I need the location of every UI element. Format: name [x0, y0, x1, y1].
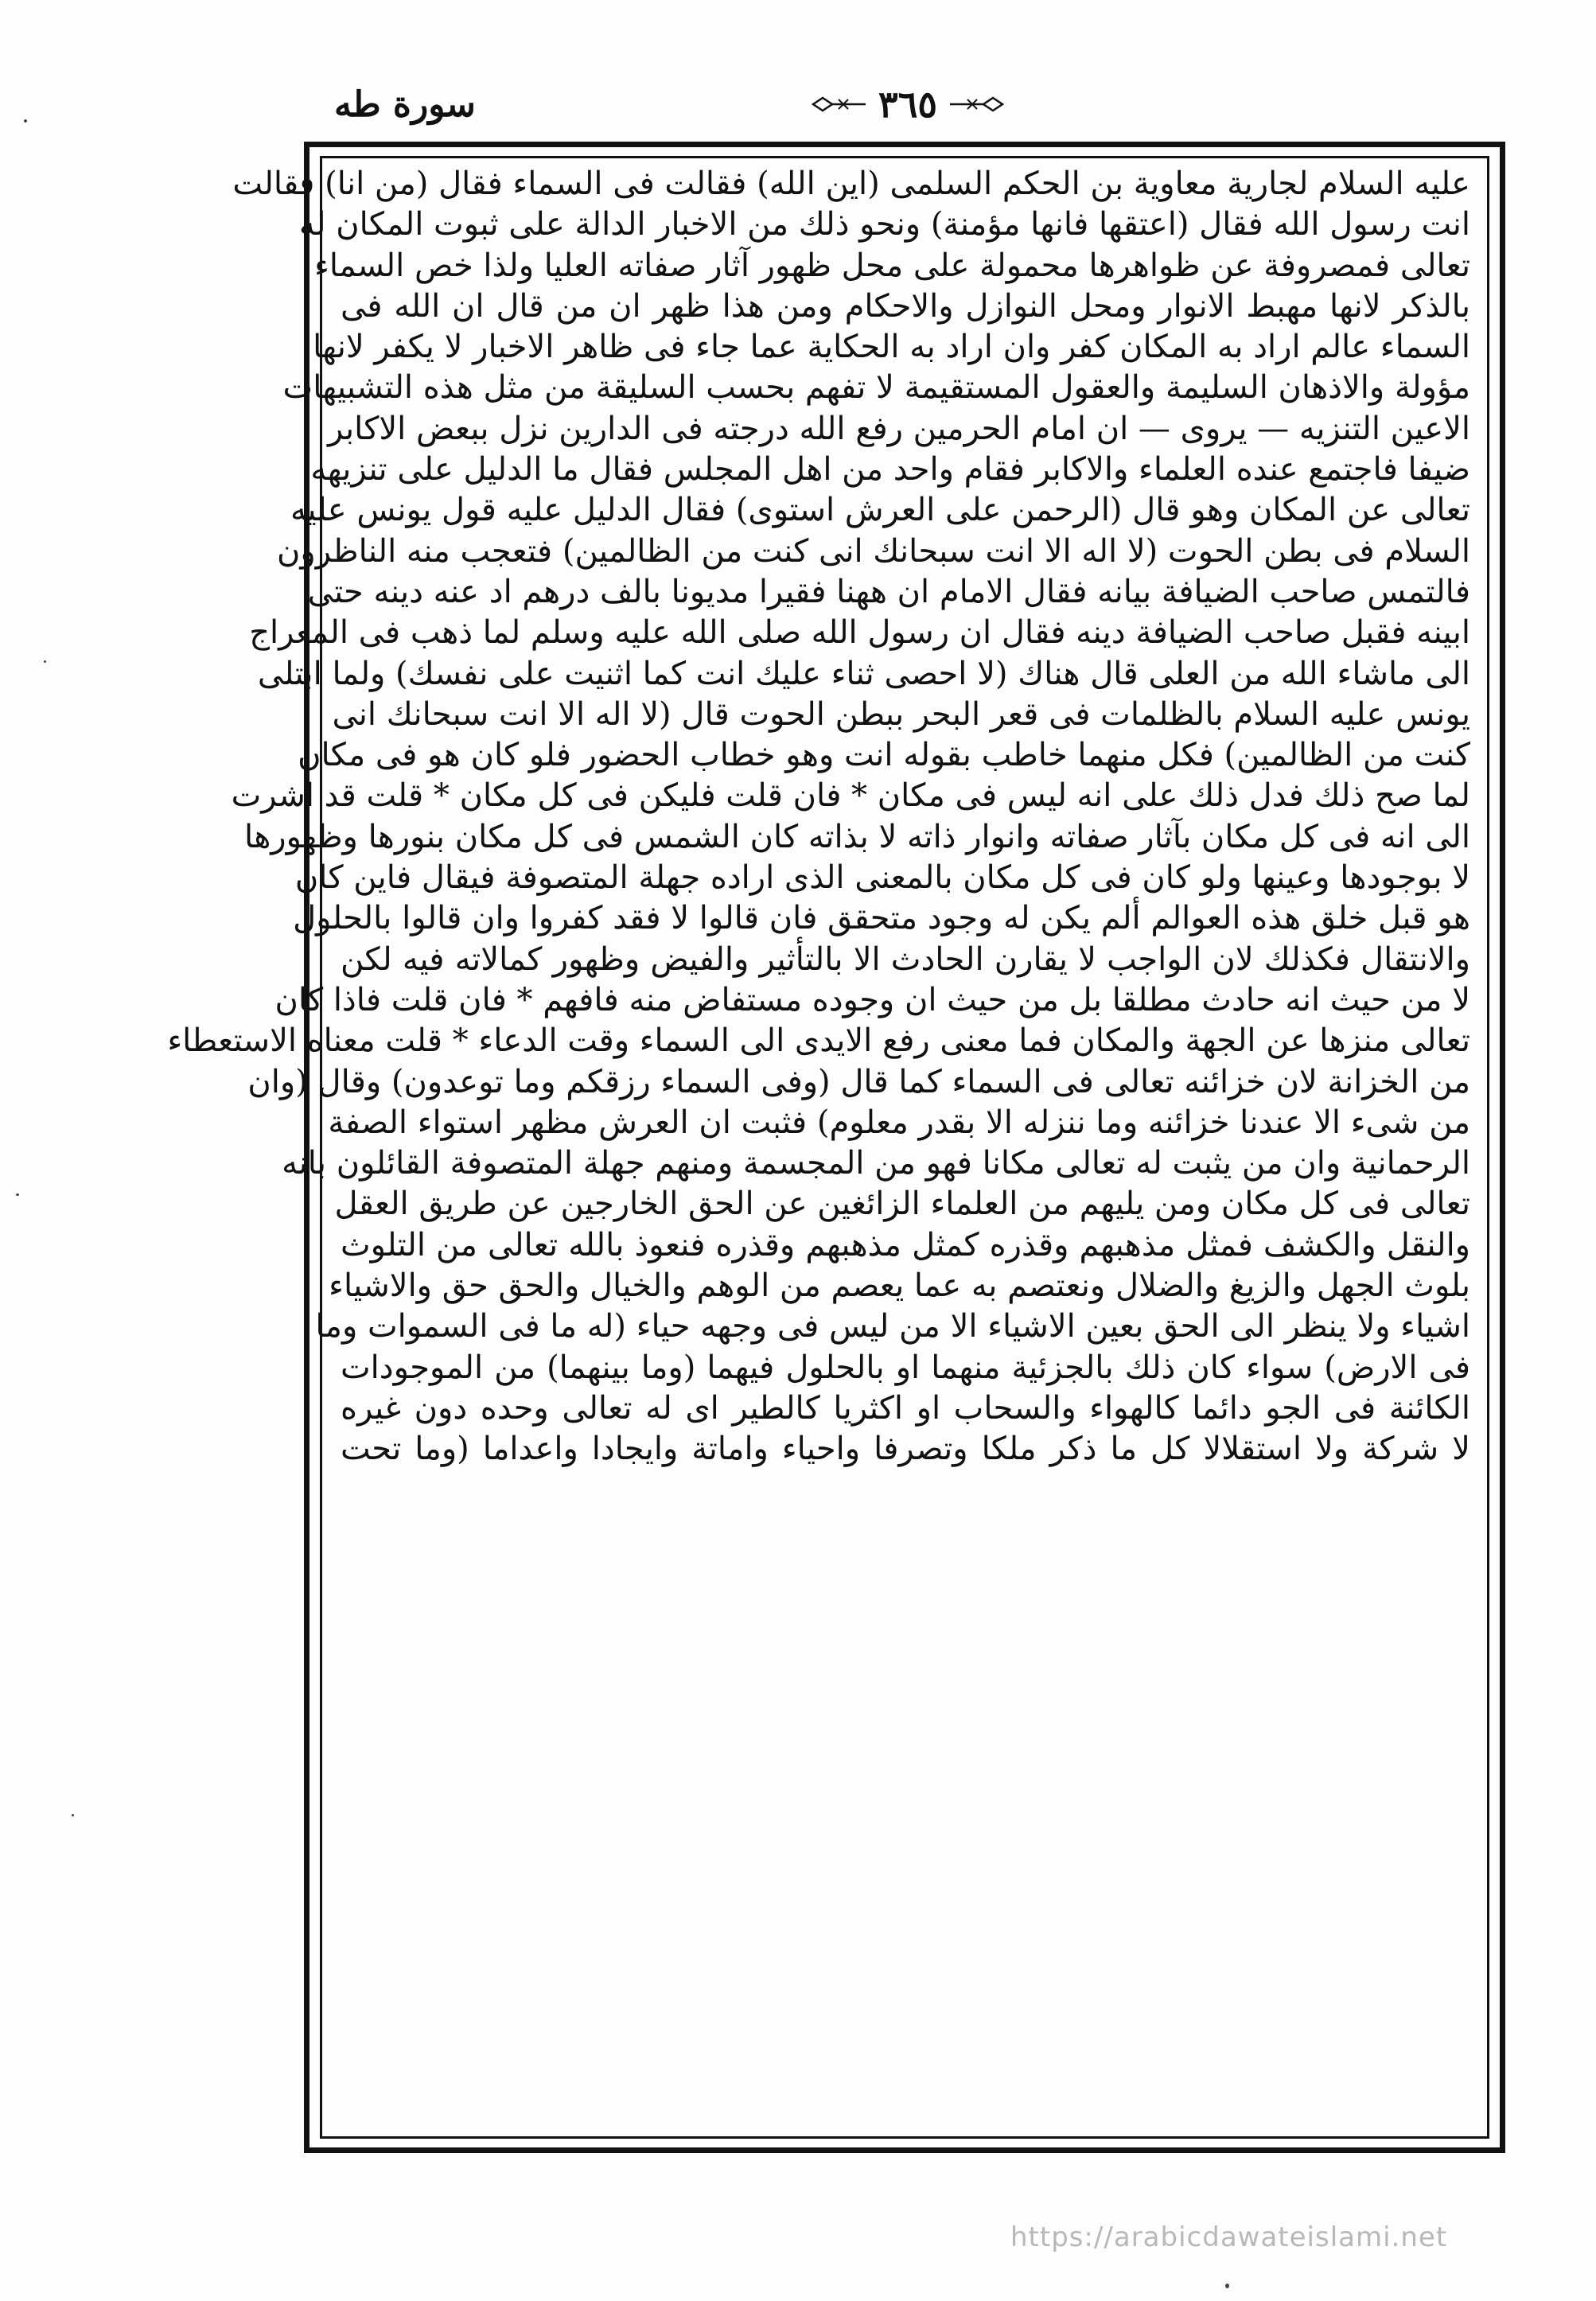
text-line: بالذكر لانها مهبط الانوار ومحل النوازل والاحكام ومن هذا ظهر ان من قال ان الله فى: [341, 287, 1470, 325]
text-line: فالتمس صاحب الضيافة بيانه فقال الامام ان ههنا فقيرا مديونا بالف درهم اد عنه دينه حتى: [307, 573, 1470, 610]
text-line: تعالى فى كل مكان ومن يليهم من العلماء الزائغين عن الحق الخارجين عن طريق العقل: [334, 1186, 1470, 1223]
text-line: السلام فى بطن الحوت (لا اله الا انت سبحانك انى كنت من الظالمين) فتعجب منه الناظرون: [277, 532, 1470, 570]
text-line: مؤولة والاذهان السليمة والعقول المستقيمة لا تفهم بحسب السليقة من مثل هذه التشبيهات: [282, 369, 1470, 407]
text-line: تعالى منزها عن الجهة والمكان فما معنى رفع الايدى الى السماء وقت الدعاء * قلت معناه الاستعطاء: [167, 1022, 1470, 1060]
text-line: لا شركة ولا استقلالا كل ما ذكر ملكا وتصرفا واحياء واماتة وايجادا واعداما (وما تحت: [341, 1431, 1470, 1468]
text-line: هو قبل خلق هذه العوالم ألم يكن له وجود متحقق فان قالوا لا فقد كفروا وان قالوا بالحلول: [293, 900, 1470, 937]
text-line: من شىء الا عندنا خزائنه وما ننزله الا بقدر معلوم) فثبت ان العرش مظهر استواء الصفة: [328, 1104, 1470, 1141]
text-line: الرحمانية وان من يثبت له تعالى مكانا فهو من المجسمة ومنهم جهلة المتصوفة القائلون بانه: [282, 1145, 1470, 1182]
text-line: لا من حيث انه حادث مطلقا بل من حيث ان وجوده مستفاض منه فافهم * فان قلت فاذا كان: [274, 981, 1470, 1018]
text-line: اشياء ولا ينظر الى الحق بعين الاشياء الا من ليس فى وجهه حياء (له ما فى السموات وما: [315, 1308, 1470, 1345]
scan-speck: [44, 660, 46, 663]
text-line: الاعين التنزيه — يروى — ان امام الحرمين رفع الله درجته فى الدارين نزل ببعض الاكابر: [327, 410, 1470, 447]
text-line: السماء عالم اراد به المكان كفر وان اراد به الحكاية عما جاء فى ظاهر الاخبار لا يكفر لانها: [313, 329, 1470, 366]
text-line: تعالى فمصروفة عن ظواهرها محمولة على محل ظهور آثار صفاته العليا ولذا خص السماء: [314, 247, 1470, 284]
text-line: يونس عليه السلام بالظلمات فى قعر البحر ببطن الحوت قال (لا اله الا انت سبحانك انى: [332, 695, 1470, 733]
page-header: [302, 80, 1496, 135]
text-line: من الخزانة لان خزائنه تعالى فى السماء كما قال (وفى السماء رزقكم وما توعدون) وقال (وان: [247, 1063, 1470, 1100]
text-line: لما صح ذلك فدل ذلك على انه ليس فى مكان * فان قلت فليكن فى كل مكان * قلت قد اشرت: [231, 777, 1470, 815]
text-line: الى ماشاء الله من العلى قال هناك (لا احصى ثناء عليك انت كما اثنيت على نفسك) ولما ابتلى: [257, 655, 1470, 692]
text-line: ضيفا فاجتمع عنده العلماء والاكابر فقام واحد من اهل المجلس فقال ما الدليل على تنزيهه: [310, 451, 1470, 489]
text-line: والنقل والكشف فمثل مذهبهم وقذره كمثل مذهبهم وقذره فنعوذ بالله تعالى من التلوث: [341, 1226, 1470, 1263]
text-line: تعالى عن المكان وهو قال (الرحمن على العرش استوى) فقال الدليل عليه قول يونس عليه: [290, 492, 1470, 529]
ornament-right-icon: [948, 95, 1004, 113]
scan-speck: [16, 1193, 19, 1196]
page-number-block: [812, 83, 1004, 126]
text-line: لا بوجودها وعينها ولو كان فى كل مكان بالمعنى الذى اراده جهلة المتصوفة فيقال فاين كان: [294, 859, 1470, 897]
text-line: الكائنة فى الجو دائما كالهواء والسحاب او اكثريا كالطير اى له تعالى وحده دون غيره: [341, 1389, 1470, 1427]
text-line: والانتقال فكذلك لان الواجب لا يقارن الحادث الا بالتأثير والفيض وظهور كمالاته فيه لكن: [341, 940, 1470, 978]
surah-name: سورة طه: [334, 84, 476, 125]
scan-speck: [72, 1814, 74, 1816]
ornament-left-icon: [812, 95, 867, 113]
text-line: كنت من الظالمين) فكل منهما خاطب بقوله انت وهو خطاب الحضور فلو كان هو فى مكان: [298, 737, 1470, 774]
source-watermark: https://arabicdawateislami.net: [1010, 2221, 1448, 2253]
text-line: ابينه فقبل صاحب الضيافة دينه فقال ان رسول الله صلى الله عليه وسلم لما ذهب فى المعراج: [249, 614, 1470, 652]
text-line: بلوث الجهل والزيغ والضلال ونعتصم به عما يعصم من الوهم والخيال والحق حق والاشياء: [329, 1267, 1470, 1305]
text-line: عليه السلام لجارية معاوية بن الحكم السلمى (اين الله) فقالت فى السماء فقال (من انا) فقالت: [232, 165, 1470, 202]
text-line: انت رسول الله فقال (اعتقها فانها مؤمنة) ونحو ذلك من الاخبار الدالة على ثبوت المكان له: [298, 206, 1470, 243]
page-number: ٣٦٥: [878, 83, 938, 126]
text-line: فى الارض) سواء كان ذلك بالجزئية منهما او بالحلول فيهما (وما بينهما) من الموجودات: [341, 1349, 1470, 1386]
scan-speck: [1225, 2283, 1229, 2288]
scan-speck: [24, 119, 27, 123]
page-text: [167, 164, 1470, 2129]
text-line: الى انه فى كل مكان بآثار صفاته وانوار ذاته لا بذاته كان الشمس فى كل مكان بنورها وظهورها: [244, 818, 1470, 855]
